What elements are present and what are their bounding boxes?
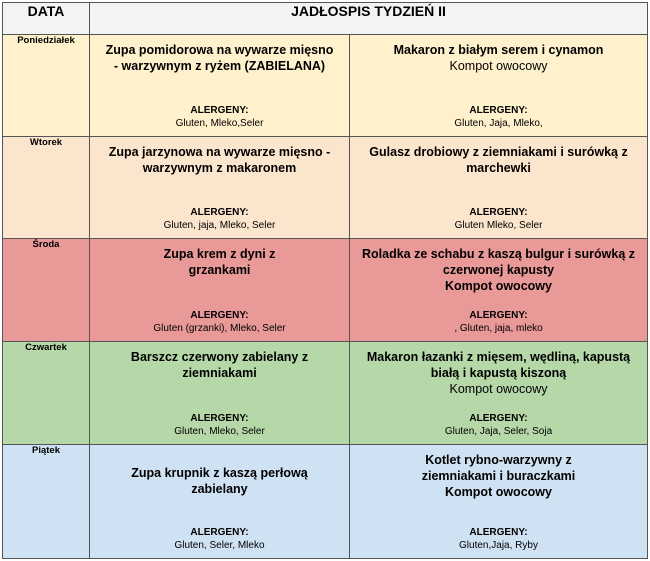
allergen-block [90, 207, 349, 232]
allergen-block [350, 310, 647, 335]
table-row [3, 35, 648, 137]
day-label: Środa [3, 239, 90, 342]
day-label: Piątek [3, 445, 90, 559]
menu-title: JADŁOSPIS TYDZIEŃ II [90, 3, 648, 35]
main-course-title: Roladka ze schabu z kaszą bulgur i surówką z czerwonej kapusty [362, 247, 635, 277]
allergen-list: , Gluten, jaja, mleko [454, 323, 543, 334]
soup-title: Zupa pomidorowa na wywarze mięsno - warzywnym z ryżem (ZABIELANA) [105, 43, 334, 73]
soup-title: Barszcz czerwony zabielany z ziemniakami [130, 350, 309, 380]
soup-cell [90, 137, 350, 239]
allergen-list: Gluten,Jaja, Ryby [459, 540, 538, 551]
allergen-label: ALERGENY: [469, 527, 528, 538]
allergen-list: Gluten (grzanki), Mleko, Seler [153, 323, 286, 334]
drink-label: Kompot owocowy [449, 59, 548, 73]
allergen-block [90, 310, 349, 335]
allergen-block [350, 413, 647, 438]
allergen-list: Gluten, Jaja, Seler, Soja [444, 426, 553, 437]
allergen-label: ALERGENY: [469, 105, 528, 116]
drink-label: Kompot owocowy [449, 382, 548, 396]
allergen-block [90, 527, 349, 552]
soup-title: Zupa jarzynowa na wywarze mięsno - warzywnym z makaronem [108, 145, 331, 175]
main-course-cell [350, 239, 648, 342]
drink-label: Kompot owocowy [445, 485, 552, 499]
soup-cell [90, 239, 350, 342]
allergen-label: ALERGENY: [190, 105, 249, 116]
allergen-label: ALERGENY: [190, 527, 249, 538]
soup-cell [90, 445, 350, 559]
main-course-title: Makaron łazanki z mięsem, wędliną, kapustą białą i kapustą kiszoną [366, 350, 631, 380]
allergen-label: ALERGENY: [469, 310, 528, 321]
allergen-list: Gluten, Mleko,Seler [175, 118, 264, 129]
main-course-cell [350, 137, 648, 239]
allergen-label: ALERGENY: [469, 413, 528, 424]
allergen-block [90, 413, 349, 438]
main-course-title: Makaron z białym serem i cynamon [393, 43, 604, 57]
main-course-cell [350, 342, 648, 445]
soup-cell [90, 342, 350, 445]
menu-table [2, 2, 648, 559]
day-label: Poniedziałek [3, 35, 90, 137]
day-label: Czwartek [3, 342, 90, 445]
allergen-list: Gluten, Mleko, Seler [174, 426, 265, 437]
table-row [3, 445, 648, 559]
main-course-title: Kotlet rybno-warzywny z ziemniakami i buraczkami [421, 453, 576, 483]
allergen-label: ALERGENY: [190, 413, 249, 424]
allergen-block [350, 527, 647, 552]
allergen-list: Gluten, Jaja, Mleko, [454, 118, 543, 129]
table-row [3, 239, 648, 342]
table-row [3, 342, 648, 445]
main-course-title: Gulasz drobiowy z ziemniakami i surówką z marchewki [369, 145, 628, 175]
allergen-list: Gluten, jaja, Mleko, Seler [163, 220, 276, 231]
allergen-label: ALERGENY: [469, 207, 528, 218]
soup-title: Zupa krupnik z kaszą perłową zabielany [131, 466, 308, 496]
main-course-cell [350, 35, 648, 137]
allergen-block [350, 105, 647, 130]
allergen-block [350, 207, 647, 232]
drink-label: Kompot owocowy [445, 279, 552, 293]
date-column-header: DATA [3, 3, 90, 35]
allergen-list: Gluten, Seler, Mleko [174, 540, 265, 551]
soup-title: Zupa krem z dyni z grzankami [163, 247, 276, 277]
day-label: Wtorek [3, 137, 90, 239]
allergen-label: ALERGENY: [190, 207, 249, 218]
allergen-label: ALERGENY: [190, 310, 249, 321]
allergen-list: Gluten Mleko, Seler [454, 220, 543, 231]
table-row [3, 137, 648, 239]
allergen-block [90, 105, 349, 130]
main-course-cell [350, 445, 648, 559]
soup-cell [90, 35, 350, 137]
